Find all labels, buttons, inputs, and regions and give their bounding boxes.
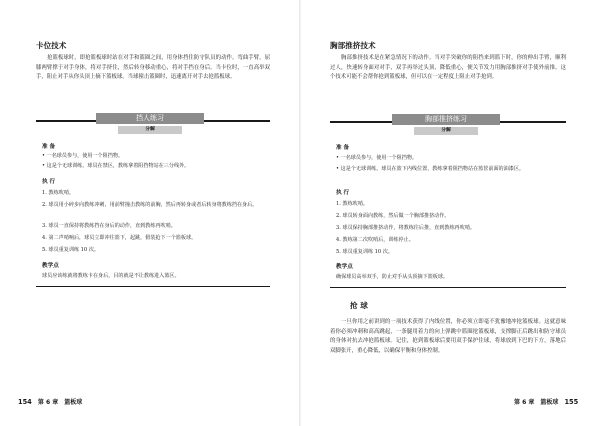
exec-item: 1. 教练吹哨。 (42, 190, 74, 196)
exec-item: 1. 教练吹哨。 (336, 201, 368, 207)
drill-title-banner: 胸部推挤练习 (392, 114, 500, 125)
exec-item: 4. 教练第二次吹哨后，训练停止。 (336, 237, 414, 243)
prep-label: 准 备 (42, 144, 56, 150)
page-number: 155 (564, 398, 579, 406)
right-page (328, 0, 590, 426)
exec-item: 5. 球员重复训练 10 次。 (336, 249, 393, 255)
prep-item: • 这是个无球训练。球员在篮下内线位置，教练拿着阻挡物站在篮筐前面的油漆区。 (336, 166, 525, 172)
page-footer (514, 397, 578, 406)
body-paragraph: 抢篮板球时，即抢篮板球时站在对手和篮圈之间，用身体挡住防守队员的动作。弯曲手臂，屈膝两臂撑于对手身体，将对手挤住，然后转身移动重心，将对手挡在身后。当卡位时，一直高举双手，阻止对手从你头顶上摘下篮板球。当球撞击篮圈时，迅速离开对手去抢篮板球。 (36, 55, 270, 81)
body-paragraph: 胸部推挤技术是在紧急情况下的动作。当对手突破你的阻挡来到篮下时，你的伸出手臂，顺利过人，快速转身面对对手，双手再举过头顶，降低重心，便关节发力用胸部推挤对手使外前推。这个技术可能不会帮你抢到篮板球，但可以在一定程度上阻止对手抢到。 (330, 55, 566, 81)
page-gutter (299, 0, 301, 426)
page-number: 154 (18, 398, 32, 406)
left-page (12, 0, 274, 426)
teaching-point-text: 确保球员高举双手，防止对手从头顶摘下篮板球。 (336, 274, 449, 280)
teaching-point-label: 教学点 (42, 263, 59, 269)
section-title: 卡位技术 (36, 41, 67, 50)
exec-item: 4. 第二声哨响后，球员立即冲往篮下，起跳，假装抢下一个篮板球。 (42, 235, 197, 241)
drill-sub-label: 分解 (414, 127, 478, 135)
exec-item: 3. 球员保持胸部推挤动作，将教练往后推，直到教练再吹哨。 (336, 225, 475, 231)
drill-title-banner: 挡人练习 (96, 113, 204, 124)
section-title-2: 抢 球 (350, 301, 368, 310)
drill-box-bottom-rule (330, 287, 566, 288)
exec-item: 2. 球员用小碎步向教练冲刺，用前臂撞击教练的前胸，然后再转身或者后转身将教练挡在身后。 (42, 202, 258, 208)
exec-item: 3. 球员一直保持将教练挡在身后的动作，直到教练再吹哨。 (42, 223, 176, 229)
prep-item: • 这是个无球训练。球员在禁区，教练拿着阻挡物站在三分线外。 (42, 163, 190, 169)
prep-item: • 一名球员参与，使用一个阻挡物。 (336, 155, 418, 161)
exec-label: 执 行 (336, 190, 350, 196)
exec-item: 2. 球员转身面向教练，然后做一个胸部推挤动作。 (336, 213, 450, 219)
teaching-point-label: 教学点 (336, 264, 353, 270)
prep-label: 准 备 (336, 145, 350, 151)
prep-item: • 一名球员参与，使用一个阻挡物。 (42, 153, 124, 159)
exec-label: 执 行 (42, 179, 56, 185)
drill-sub-label: 分解 (118, 126, 182, 134)
exec-item: 5. 球员重复训练 10 次。 (42, 247, 99, 253)
page-footer (18, 397, 82, 406)
drill-box-bottom-rule (36, 286, 270, 287)
chapter-label: 第 6 章 篮板球 (514, 399, 559, 406)
section-title: 胸部推挤技术 (330, 41, 376, 50)
teaching-point-text: 球员应该练就将教练卡在身后，目的就是不让教练进入篮区。 (42, 273, 180, 279)
chapter-label: 第 6 章 篮板球 (37, 399, 83, 406)
body-paragraph-2: 一旦你用之前讲到的一项技术获得了内线位置，你必须立即毫不犹豫地冲抢篮板球。这就意味着你必须冲刺和高高跳起，一条腿用着力的向上弹跳中篮圈抢篮板球，支撑脚正后跳出和防守球员的身体对抗去冲抢篮板球。记住，抢到篮板球后要用双手保护住球，将球放到下巴的下方，落地后双脚张开，重心降低，以确保平衡和身体控制。 (330, 319, 566, 354)
